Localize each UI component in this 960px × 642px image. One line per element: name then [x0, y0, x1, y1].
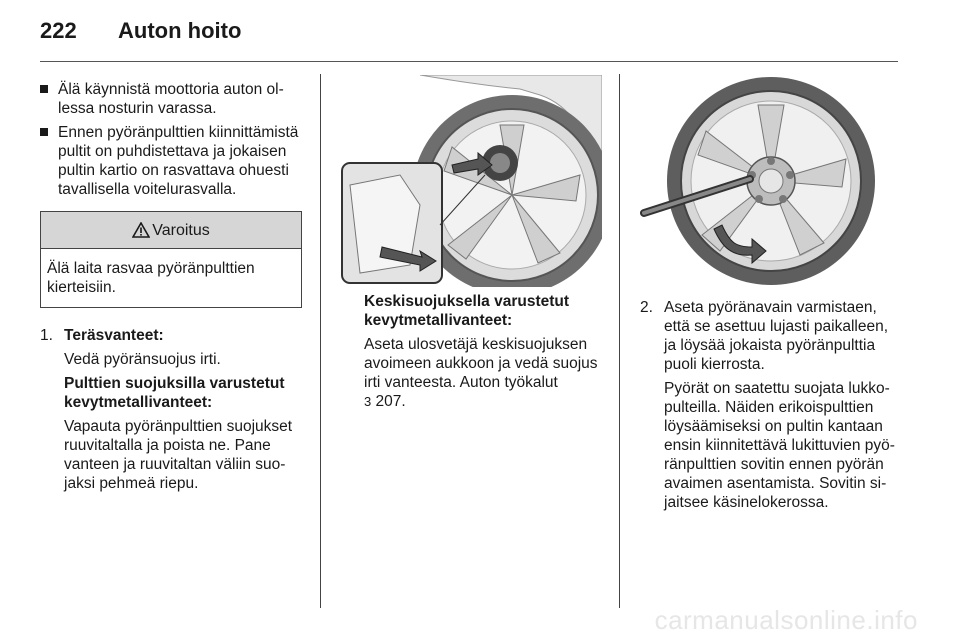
- bullet-text: Ennen pyöränpulttien kiinnittämistä pultit on puhdistettava ja jokaisen pultin kartio on rasvattava ohuesti tavallisella voitelurasvalla.: [58, 124, 299, 198]
- step-text: Aseta pyöränavain varmistaen, että se asettuu lujasti paikalleen, ja löysää jokaista pyöränpulttia puoli kierrosta.: [664, 299, 889, 373]
- bullet-item: [40, 80, 302, 118]
- step-1: [40, 326, 302, 493]
- page-reference-icon: 3: [364, 394, 372, 409]
- page-number: 222: [40, 18, 77, 43]
- watermark: carmanualsonline.info: [654, 605, 918, 635]
- column-1: [40, 80, 302, 498]
- section-heading: Keskisuojuksella varustetut kevytmetallivanteet:: [364, 293, 570, 329]
- column-3: [640, 298, 902, 517]
- wheel-lug-wrench-illustration: [640, 75, 902, 287]
- step-text: Pyörät on saatettu suojata lukko-pulteilla. Näiden erikoispulttien löysäämiseksi on pultin kantaan ensin kiinnitettävä lukittuvien pyö-ränpulttien sovitin ennen pyörän avaimen asentamista. Sovitin si-jaitsee käsinelokerossa.: [664, 380, 895, 511]
- column-divider-2: [619, 74, 620, 608]
- step-number: 1.: [40, 327, 53, 344]
- warning-header: [41, 212, 301, 249]
- section-text-body: Aseta ulosvetäjä keskisuojuksen avoimeen aukkoon ja vedä suojus irti vanteesta. Auton työkalut: [364, 336, 598, 391]
- column-2: [364, 292, 604, 416]
- step-heading: Teräsvanteet:: [64, 327, 164, 344]
- bullet-item: [40, 123, 302, 199]
- warning-text: Älä laita rasvaa pyöränpulttien kierteisiin.: [47, 260, 255, 296]
- warning-title: Varoitus: [152, 221, 210, 239]
- step-subheading: Pulttien suojuksilla varustetut kevytmetallivanteet:: [64, 375, 285, 411]
- bullet-square-icon: [40, 128, 48, 136]
- column-divider-1: [320, 74, 321, 608]
- section-text: [364, 335, 604, 411]
- warning-triangle-icon: [132, 222, 150, 238]
- header-rule: [40, 61, 898, 62]
- bullet-square-icon: [40, 85, 48, 93]
- step-2: [640, 298, 902, 512]
- page-title: Auton hoito: [118, 18, 242, 43]
- page-reference: 207.: [375, 393, 406, 410]
- step-text: Vapauta pyöränpulttien suojukset ruuvitaltalla ja poista ne. Pane vanteen ja ruuvitaltan väliin suo-jaksi pehmeä riepu.: [64, 418, 293, 492]
- wheel-center-cap-illustration: [340, 75, 602, 287]
- step-number: 2.: [640, 299, 653, 316]
- step-text: Vedä pyöränsuojus irti.: [64, 351, 221, 368]
- warning-box: [40, 211, 302, 308]
- bullet-text: Älä käynnistä moottoria auton ol-lessa nosturin varassa.: [58, 81, 284, 117]
